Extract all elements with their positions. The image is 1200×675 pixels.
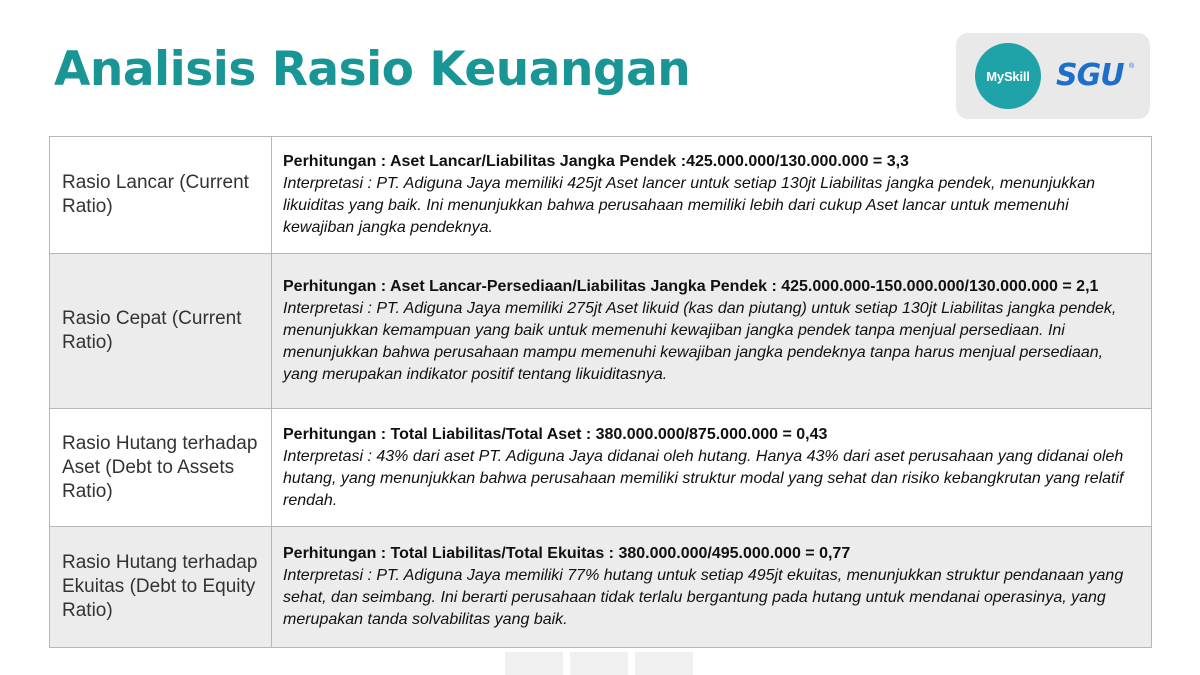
partner-logos xyxy=(956,33,1150,119)
myskill-logo-text: MySkill xyxy=(986,68,1030,84)
table-row xyxy=(50,527,1152,648)
ratio-interpretation: Interpretasi : PT. Adiguna Jaya memiliki 77% hutang untuk setiap 495jt ekuitas, menunjukkan struktur pendanaan yang sehat, dan seimbang. Ini berarti perusahaan tidak terlalu bergantung pada hutang untuk mendanai operasinya, yang merupakan tanda solvabilitas yang baik. xyxy=(283,567,1124,628)
sgu-logo: SGU xyxy=(1056,58,1124,93)
ratio-name: Rasio Cepat (Current Ratio) xyxy=(50,254,272,409)
ratio-calculation: Perhitungan : Aset Lancar/Liabilitas Jangka Pendek :425.000.000/130.000.000 = 3,3 xyxy=(283,153,909,170)
ratio-calculation: Perhitungan : Aset Lancar-Persediaan/Liabilitas Jangka Pendek : 425.000.000-150.000.000/130.000.000 = 2,1 xyxy=(283,278,1099,295)
ratio-detail xyxy=(272,527,1152,648)
ratio-name: Rasio Hutang terhadap Aset (Debt to Assets Ratio) xyxy=(50,409,272,527)
ratio-detail xyxy=(272,137,1152,254)
ratio-interpretation: Interpretasi : 43% dari aset PT. Adiguna Jaya didanai oleh hutang. Hanya 43% dari aset perusahaan yang didanai oleh hutang, yang menunjukkan bahwa perusahaan memiliki struktur modal yang sehat dan risiko kebangkrutan yang relatif rendah. xyxy=(283,447,1124,509)
footer-block xyxy=(570,652,628,675)
footer-block xyxy=(505,652,563,675)
ratio-calculation: Perhitungan : Total Liabilitas/Total Ekuitas : 380.000.000/495.000.000 = 0,77 xyxy=(283,545,851,562)
ratio-detail xyxy=(272,409,1152,527)
ratio-calculation: Perhitungan : Total Liabilitas/Total Aset : 380.000.000/875.000.000 = 0,43 xyxy=(283,425,828,443)
ratio-name: Rasio Hutang terhadap Ekuitas (Debt to Equity Ratio) xyxy=(50,527,272,648)
table-row xyxy=(50,137,1152,254)
myskill-logo xyxy=(975,43,1041,109)
sgu-registered-mark: ® xyxy=(1129,63,1135,70)
ratio-interpretation: Interpretasi : PT. Adiguna Jaya memiliki 425jt Aset lancer untuk setiap 130jt Liabilitas jangka pendek, menunjukkan likuiditas yang baik. Ini menunjukkan bahwa perusahaan memiliki lebih dari cukup Aset lancar untuk memenuhi kewajiban jangka pendeknya. xyxy=(283,175,1096,236)
footer-block xyxy=(635,652,693,675)
table-row xyxy=(50,409,1152,527)
ratio-detail xyxy=(272,254,1152,409)
footer-decoration xyxy=(505,652,695,675)
page-title: Analisis Rasio Keuangan xyxy=(54,42,691,97)
ratio-name: Rasio Lancar (Current Ratio) xyxy=(50,137,272,254)
ratio-interpretation: Interpretasi : PT. Adiguna Jaya memiliki 275jt Aset likuid (kas dan piutang) untuk setiap 130jt Liabilitas jangka pendek, menunjukkan kemampuan yang baik untuk memenuhi kewajiban jangka pendek tanpa menjual persediaan. Ini menunjukkan bahwa perusahaan mampu memenuhi kewajiban jangka pendeknya tanpa harus menjual persediaan, yang merupakan indikator positif tentang likuiditasnya. xyxy=(283,300,1117,383)
table-row xyxy=(50,254,1152,409)
ratio-table xyxy=(49,136,1152,648)
